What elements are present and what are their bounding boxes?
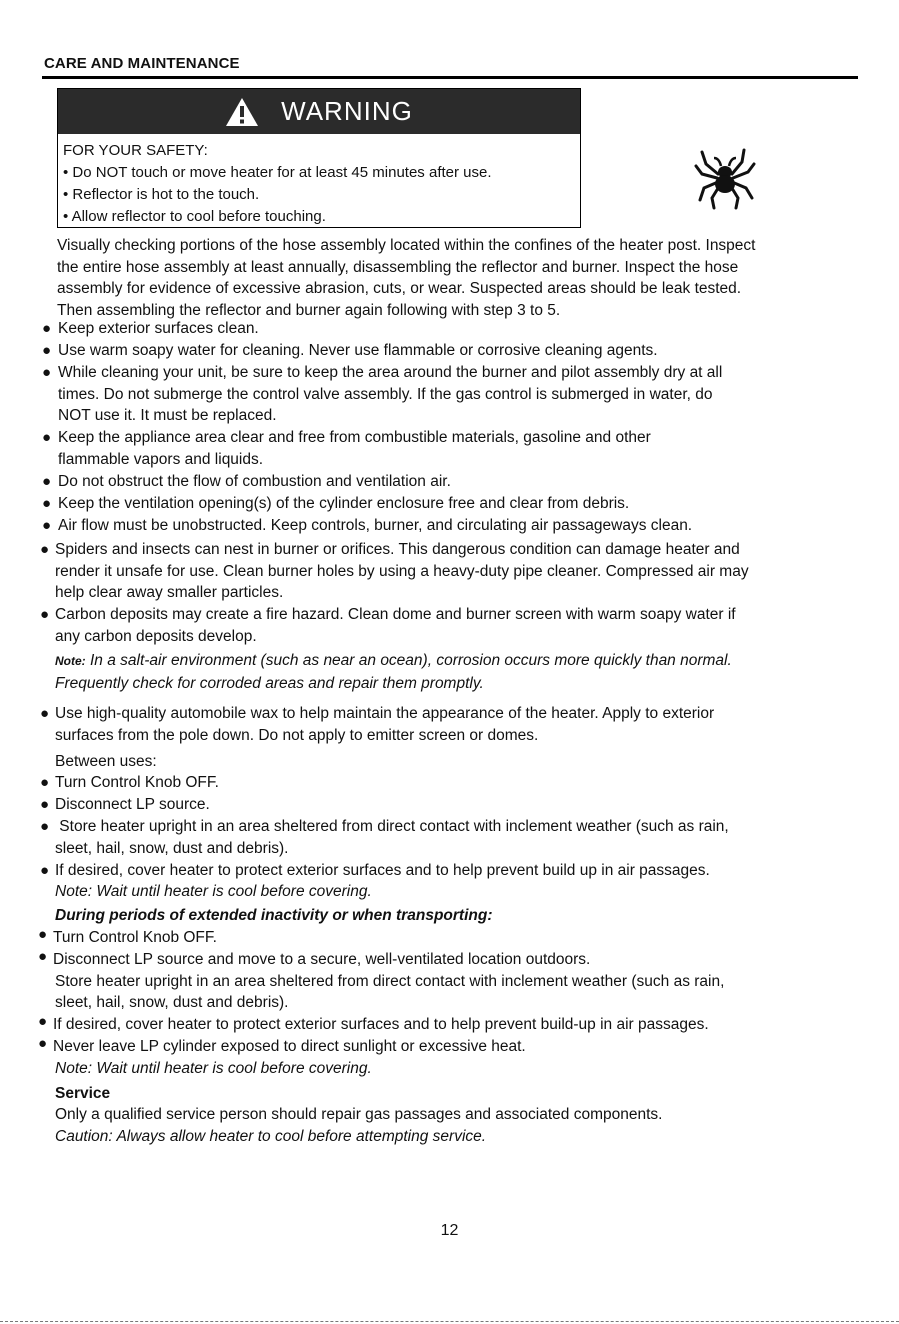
bullet-icon: ● <box>40 774 50 791</box>
list-item-line: sleet, hail, snow, dust and debris). <box>55 994 289 1011</box>
covering-note: Note: Wait until heater is cool before covering. <box>55 1060 372 1077</box>
list-item: Never leave LP cylinder exposed to direct sunlight or excessive heat. <box>53 1038 526 1055</box>
warning-line: • Allow reflector to cool before touching. <box>63 208 326 225</box>
list-item-line: surfaces from the pole down. Do not apply to emitter screen or domes. <box>55 726 539 744</box>
warning-title: WARNING <box>281 96 413 126</box>
covering-note: Note: Wait until heater is cool before covering. <box>55 883 372 900</box>
between-uses-heading: Between uses: <box>55 753 157 770</box>
list-item: Turn Control Knob OFF. <box>55 774 219 791</box>
intro-line: Then assembling the reflector and burner again following with step 3 to 5. <box>57 301 561 319</box>
note-label: Note: <box>55 654 86 668</box>
bullet-icon: ● <box>38 926 48 943</box>
section-title: CARE AND MAINTENANCE <box>44 55 240 72</box>
warning-line: FOR YOUR SAFETY: <box>63 142 208 159</box>
list-item: Use warm soapy water for cleaning. Never use flammable or corrosive cleaning agents. <box>58 342 658 359</box>
bullet-icon: ● <box>42 429 52 446</box>
warning-body <box>63 140 492 228</box>
warning-triangle-icon <box>225 97 259 127</box>
list-item-line: Store heater upright in an area sheltered from direct contact with inclement weather (such as rain, <box>55 972 725 990</box>
bullet-icon: ● <box>42 364 52 381</box>
spider-icon <box>692 144 758 210</box>
bullet-icon: ● <box>42 517 52 534</box>
list-item-line: NOT use it. It must be replaced. <box>58 407 277 424</box>
list-item <box>58 427 651 470</box>
bullet-icon: ● <box>42 342 52 359</box>
service-caution: Caution: Always allow heater to cool before attempting service. <box>55 1128 487 1145</box>
bullet-icon: ● <box>42 473 52 490</box>
warning-box <box>57 88 581 228</box>
bullet-icon: ● <box>40 818 50 835</box>
list-item <box>58 362 722 427</box>
list-item: Do not obstruct the flow of combustion and ventilation air. <box>58 473 451 490</box>
list-item: Disconnect LP source. <box>55 796 210 813</box>
note-line: Frequently check for corroded areas and repair them promptly. <box>55 674 484 692</box>
list-item: Keep exterior surfaces clean. <box>58 320 259 337</box>
list-item-line: flammable vapors and liquids. <box>58 450 264 468</box>
note-text: In a salt-air environment (such as near an ocean), corrosion occurs more quickly than normal. <box>85 652 732 669</box>
warning-line: • Reflector is hot to the touch. <box>63 186 260 203</box>
bullet-icon: ● <box>40 606 50 623</box>
service-heading: Service <box>55 1085 111 1102</box>
list-item <box>55 604 736 647</box>
warning-header <box>58 89 580 134</box>
list-item-line: Store heater upright in an area sheltered from direct contact with inclement weather (such as rain, <box>55 818 729 835</box>
page-number: 12 <box>440 1222 459 1239</box>
note-line <box>55 650 732 673</box>
page-edge-divider <box>0 1321 899 1322</box>
list-item: Keep the ventilation opening(s) of the cylinder enclosure free and clear from debris. <box>58 495 630 512</box>
bullet-icon: ● <box>38 948 48 965</box>
list-item-line: Carbon deposits may create a fire hazard. Clean dome and burner screen with warm soapy water if <box>55 606 736 623</box>
list-item: Turn Control Knob OFF. <box>53 929 217 946</box>
bullet-icon: ● <box>40 541 50 558</box>
list-item <box>53 949 724 1014</box>
list-item-line: any carbon deposits develop. <box>55 627 257 645</box>
list-item: If desired, cover heater to protect exterior surfaces and to help prevent build up in air passages. <box>55 862 710 879</box>
bullet-icon: ● <box>38 1013 48 1030</box>
list-item <box>55 703 714 746</box>
title-rule <box>42 76 858 79</box>
warning-line: • Do NOT touch or move heater for at least 45 minutes after use. <box>63 164 492 181</box>
list-item <box>55 539 749 604</box>
list-item-line: render it unsafe for use. Clean burner holes by using a heavy-duty pipe cleaner. Compressed air may <box>55 562 749 580</box>
bullet-icon: ● <box>40 705 50 722</box>
intro-line: assembly for evidence of excessive abrasion, cuts, or wear. Suspected areas should be leak tested. <box>57 280 742 297</box>
service-text: Only a qualified service person should repair gas passages and associated components. <box>55 1106 663 1123</box>
bullet-icon: ● <box>40 862 50 879</box>
salt-air-note <box>55 650 732 694</box>
list-item-line: Spiders and insects can nest in burner or orifices. This dangerous condition can damage heater and <box>55 541 740 558</box>
extended-inactivity-heading: During periods of extended inactivity or when transporting: <box>55 907 493 924</box>
list-item-line: While cleaning your unit, be sure to keep the area around the burner and pilot assembly dry at all <box>58 364 723 381</box>
list-item: If desired, cover heater to protect exterior surfaces and to help prevent build-up in air passages. <box>53 1016 709 1033</box>
list-item: Air flow must be unobstructed. Keep controls, burner, and circulating air passageways clean. <box>58 517 693 534</box>
list-item-line: Disconnect LP source and move to a secure, well-ventilated location outdoors. <box>53 951 591 968</box>
bullet-icon: ● <box>40 796 50 813</box>
list-item-line: Keep the appliance area clear and free from combustible materials, gasoline and other <box>58 429 651 446</box>
bullet-icon: ● <box>42 320 52 337</box>
intro-paragraph <box>57 235 755 321</box>
bullet-icon: ● <box>38 1035 48 1052</box>
list-item-line: sleet, hail, snow, dust and debris). <box>55 839 289 857</box>
list-item-line: times. Do not submerge the control valve assembly. If the gas control is submerged in water, do <box>58 385 713 403</box>
list-item-line: Use high-quality automobile wax to help maintain the appearance of the heater. Apply to exterior <box>55 705 715 722</box>
bullet-icon: ● <box>42 495 52 512</box>
intro-line: the entire hose assembly at least annually, disassembling the reflector and burner. Inspect the hose <box>57 258 739 276</box>
list-item <box>55 816 729 859</box>
list-item-line: help clear away smaller particles. <box>55 584 284 601</box>
intro-line: Visually checking portions of the hose assembly located within the confines of the heater post. Inspect <box>57 237 756 254</box>
